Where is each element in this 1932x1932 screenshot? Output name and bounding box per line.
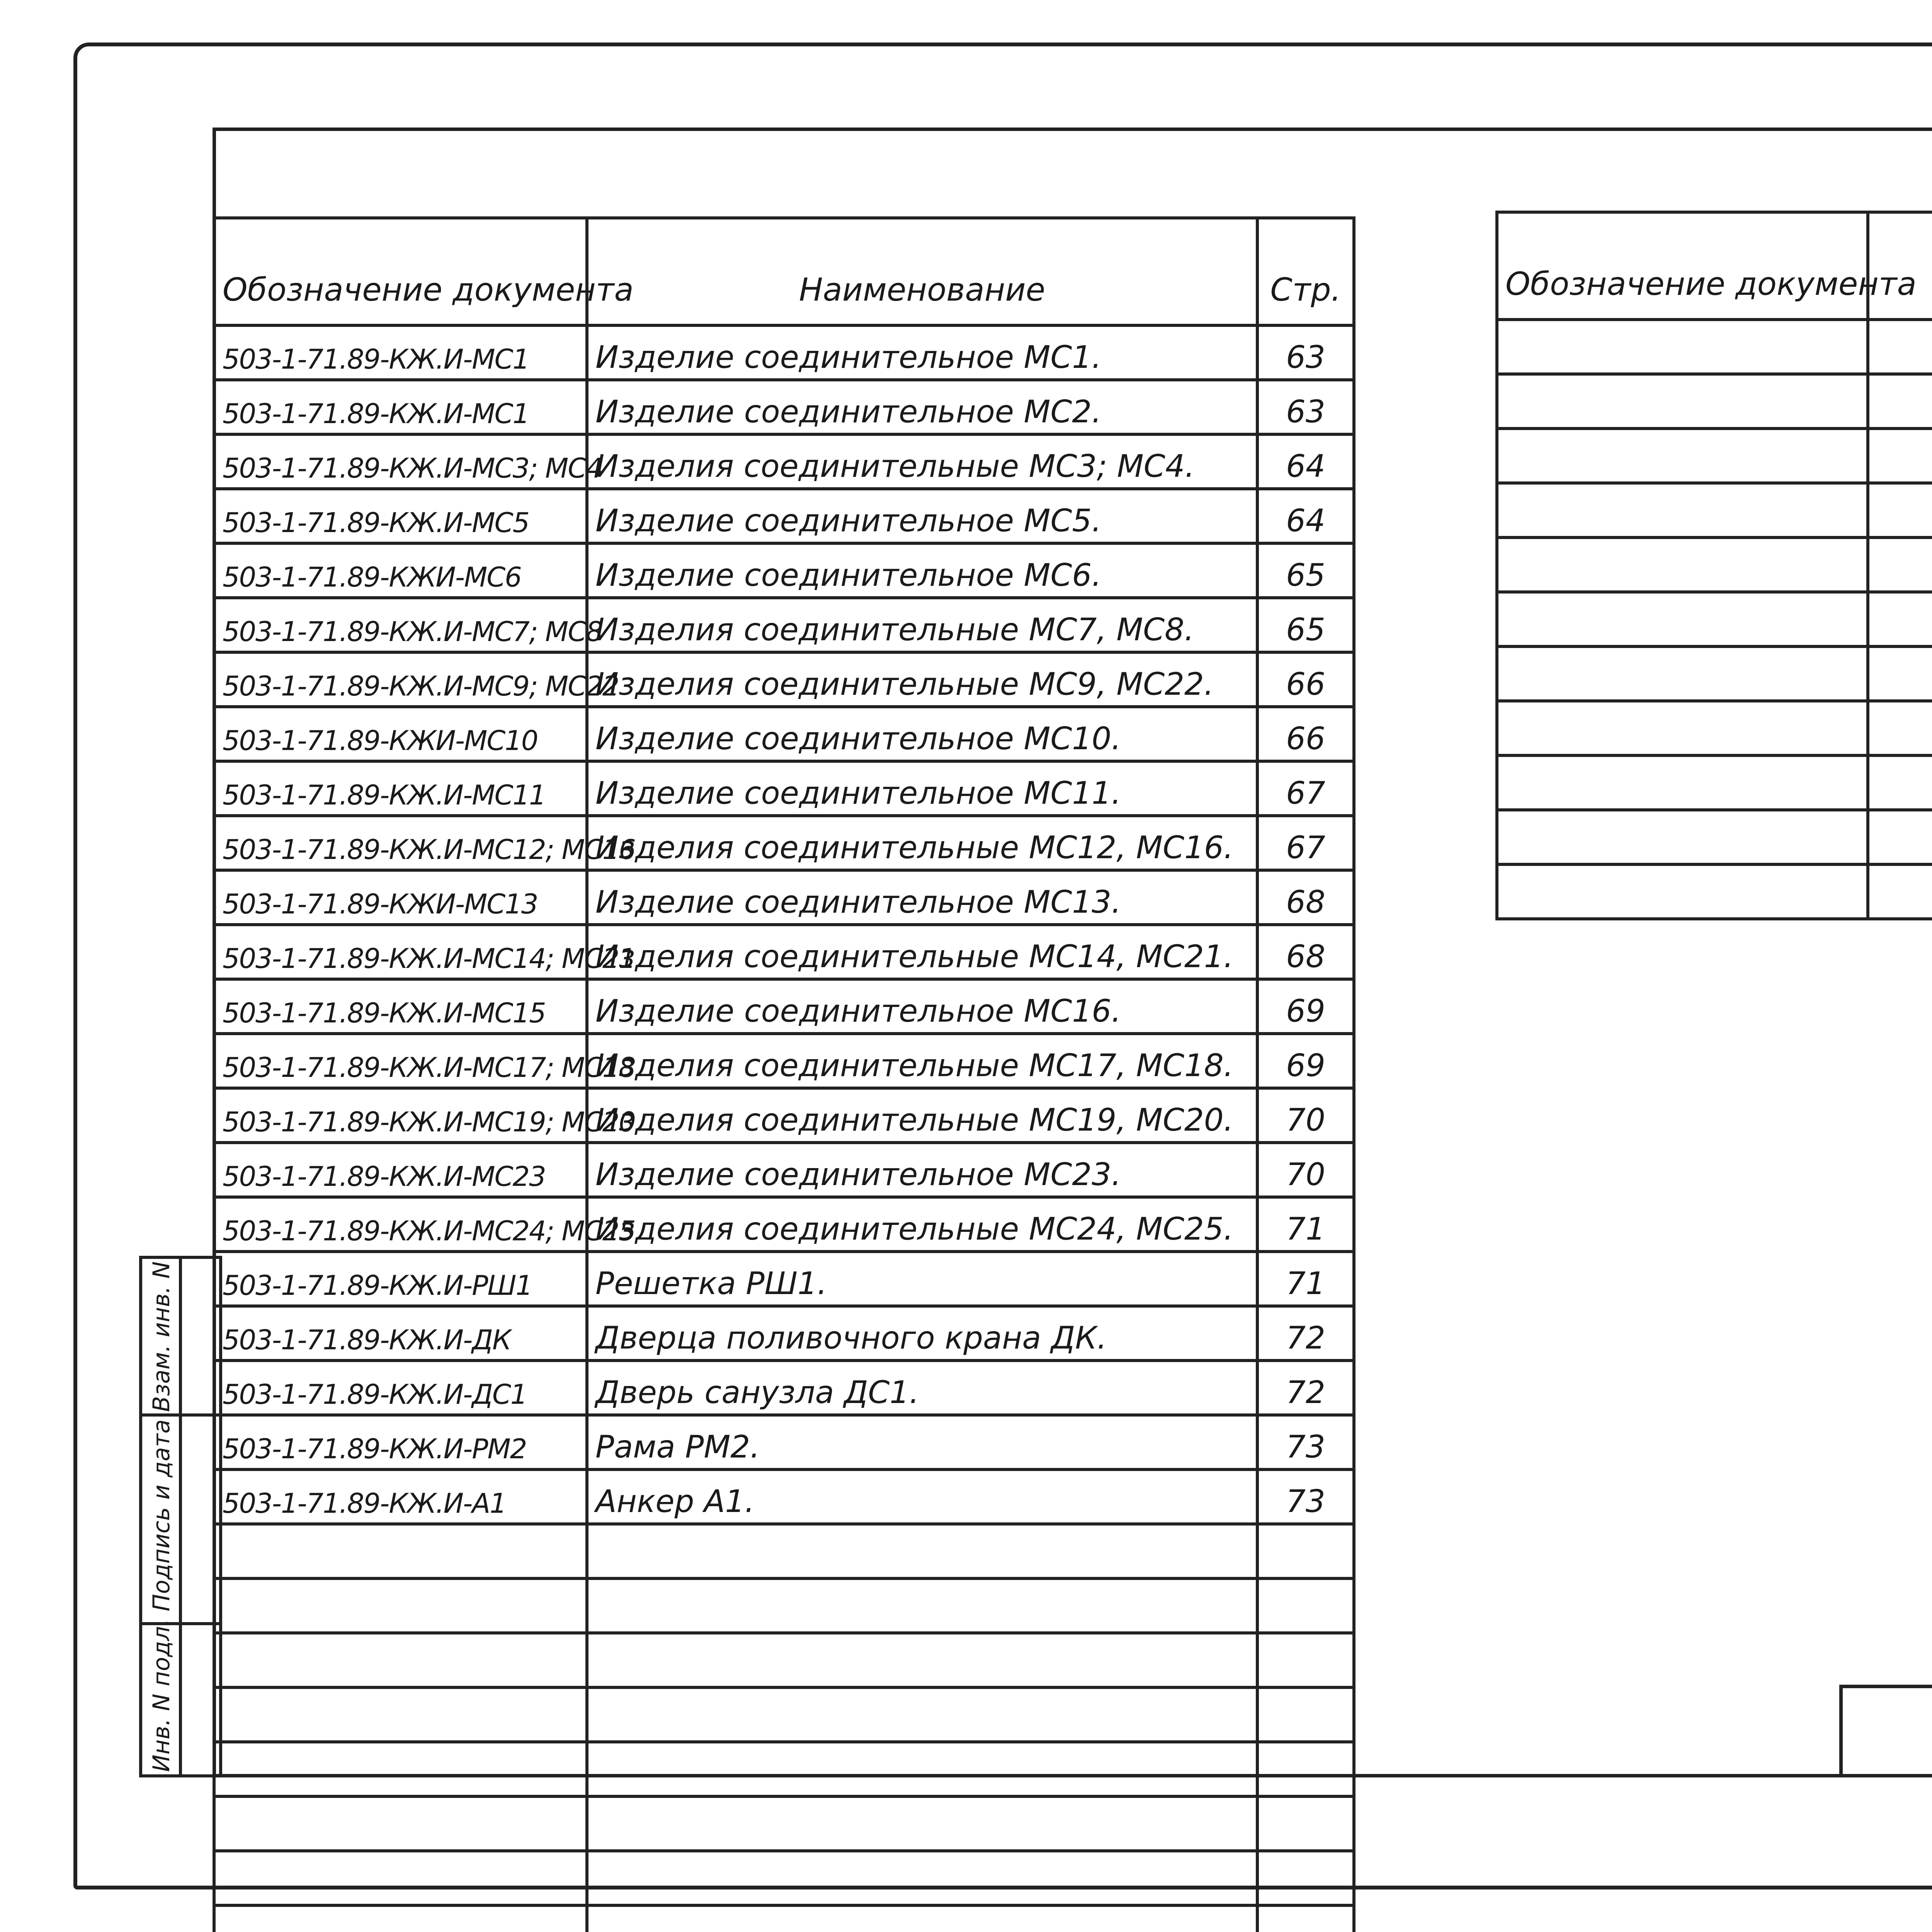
row-name: Изделие соединительное МС1.	[587, 325, 1257, 380]
table-row	[214, 1306, 1354, 1361]
empty-cell	[587, 1578, 1257, 1633]
empty-cell	[587, 1851, 1257, 1905]
table-row	[214, 543, 1354, 598]
row-designation: 503-1-71.89-КЖ.И-А1	[214, 1469, 587, 1524]
row-page: 64	[1257, 489, 1354, 543]
empty-row	[1497, 483, 1932, 537]
empty-row	[1497, 592, 1932, 646]
table-row	[214, 380, 1354, 434]
empty-cell	[1257, 1851, 1354, 1905]
empty-cell	[214, 1742, 587, 1796]
empty-row	[1497, 320, 1932, 374]
empty-cell	[214, 1524, 587, 1578]
row-page: 63	[1257, 325, 1354, 380]
empty-row	[1497, 374, 1932, 429]
row-page: 72	[1257, 1361, 1354, 1415]
row-name: Изделие соединительное МС11.	[587, 761, 1257, 816]
row-page: 69	[1257, 1034, 1354, 1088]
empty-row	[1497, 864, 1932, 919]
empty-row	[214, 1742, 1354, 1796]
row-designation: 503-1-71.89-КЖ.И-РМ2	[214, 1415, 587, 1469]
row-name: Изделие соединительное МС23.	[587, 1143, 1257, 1197]
table-row	[214, 707, 1354, 761]
empty-cell	[214, 1851, 587, 1905]
row-designation: 503-1-71.89-КЖ.И-МС3; МС4	[214, 434, 587, 489]
row-name: Изделия соединительные МС3; МС4.	[587, 434, 1257, 489]
header-page: Стр.	[1257, 218, 1354, 325]
row-name: Изделия соединительные МС12, МС16.	[587, 816, 1257, 870]
title-block	[1839, 1685, 1932, 1777]
empty-cell	[1257, 1578, 1354, 1633]
header-designation: Обозначение документа	[1497, 212, 1868, 320]
row-designation: 503-1-71.89-КЖ.И-МС9; МС22	[214, 652, 587, 707]
empty-row	[214, 1578, 1354, 1633]
row-designation: 503-1-71.89-КЖ.И-МС12; МС16	[214, 816, 587, 870]
empty-row	[1497, 755, 1932, 810]
row-name: Изделие соединительное МС10.	[587, 707, 1257, 761]
row-page: 63	[1257, 380, 1354, 434]
empty-cell	[1868, 701, 1932, 755]
table-row	[214, 652, 1354, 707]
row-page: 68	[1257, 870, 1354, 925]
empty-cell	[1257, 1687, 1354, 1742]
row-name: Изделия соединительные МС7, МС8.	[587, 598, 1257, 652]
row-page: 67	[1257, 816, 1354, 870]
row-page: 71	[1257, 1252, 1354, 1306]
row-page: 67	[1257, 761, 1354, 816]
empty-cell	[587, 1742, 1257, 1796]
row-page: 65	[1257, 598, 1354, 652]
row-page: 70	[1257, 1088, 1354, 1143]
table-row	[214, 1252, 1354, 1306]
empty-row	[214, 1796, 1354, 1851]
empty-cell	[1257, 1796, 1354, 1851]
row-designation: 503-1-71.89-КЖИ-МС13	[214, 870, 587, 925]
row-page: 73	[1257, 1469, 1354, 1524]
empty-cell	[1868, 537, 1932, 592]
empty-cell	[1868, 483, 1932, 537]
table-row	[214, 1197, 1354, 1252]
empty-cell	[1497, 483, 1868, 537]
sidebar-label: Инв. N подл. Подпись и дата Взам. инв. N	[148, 1261, 175, 1772]
row-designation: 503-1-71.89-КЖ.И-МС15	[214, 979, 587, 1034]
empty-cell	[1497, 864, 1868, 919]
table-row	[214, 1415, 1354, 1469]
row-name: Изделия соединительные МС19, МС20.	[587, 1088, 1257, 1143]
table-row	[214, 325, 1354, 380]
empty-cell	[1257, 1742, 1354, 1796]
table-row	[214, 1469, 1354, 1524]
empty-cell	[214, 1905, 587, 1932]
row-name: Изделие соединительное МС16.	[587, 979, 1257, 1034]
row-page: 64	[1257, 434, 1354, 489]
row-designation: 503-1-71.89-КЖ.И-ДС1	[214, 1361, 587, 1415]
row-designation: 503-1-71.89-КЖ.И-МС5	[214, 489, 587, 543]
empty-cell	[1257, 1524, 1354, 1578]
row-designation: 503-1-71.89-КЖ.И-МС14; МС21	[214, 925, 587, 979]
row-page: 66	[1257, 707, 1354, 761]
table-row	[214, 761, 1354, 816]
empty-cell	[1868, 646, 1932, 701]
empty-cell	[1497, 592, 1868, 646]
empty-cell	[1868, 755, 1932, 810]
table-header-row	[1497, 212, 1932, 320]
row-designation: 503-1-71.89-КЖ.И-РШ1	[214, 1252, 587, 1306]
empty-row	[214, 1633, 1354, 1687]
table-row	[214, 1361, 1354, 1415]
row-designation: 503-1-71.89-КЖ.И-МС7; МС8	[214, 598, 587, 652]
empty-cell	[1497, 810, 1868, 864]
sidebar-column-line	[179, 1259, 182, 1774]
empty-row	[1497, 810, 1932, 864]
row-name: Дверца поливочного крана ДК.	[587, 1306, 1257, 1361]
table-row	[214, 598, 1354, 652]
row-designation: 503-1-71.89-КЖ.И-МС19; МС20	[214, 1088, 587, 1143]
row-name: Решетка РШ1.	[587, 1252, 1257, 1306]
header-designation: Обозначение документа	[214, 218, 587, 325]
table-row	[214, 434, 1354, 489]
empty-cell	[1868, 592, 1932, 646]
empty-cell	[214, 1796, 587, 1851]
header-name: Наименование	[587, 218, 1257, 325]
row-name: Рама РМ2.	[587, 1415, 1257, 1469]
approval-sidebar	[139, 1256, 222, 1777]
empty-cell	[1257, 1633, 1354, 1687]
row-name: Изделия соединительные МС24, МС25.	[587, 1197, 1257, 1252]
row-designation: 503-1-71.89-КЖИ-МС6	[214, 543, 587, 598]
empty-cell	[1497, 646, 1868, 701]
table-row	[214, 1143, 1354, 1197]
empty-cell	[587, 1905, 1257, 1932]
row-page: 65	[1257, 543, 1354, 598]
table-row	[214, 925, 1354, 979]
table-row	[214, 816, 1354, 870]
row-designation: 503-1-71.89-КЖ.И-МС17; МС18	[214, 1034, 587, 1088]
row-designation: 503-1-71.89-КЖ.И-ДК	[214, 1306, 587, 1361]
row-page: 70	[1257, 1143, 1354, 1197]
empty-cell	[1868, 429, 1932, 483]
row-designation: 503-1-71.89-КЖ.И-МС23	[214, 1143, 587, 1197]
row-name: Изделие соединительное МС5.	[587, 489, 1257, 543]
empty-cell	[214, 1687, 587, 1742]
table-row	[214, 1088, 1354, 1143]
empty-cell	[1497, 374, 1868, 429]
right-register-table	[1495, 211, 1932, 920]
row-page: 72	[1257, 1306, 1354, 1361]
row-designation: 503-1-71.89-КЖ.И-МС1	[214, 325, 587, 380]
table-row	[214, 979, 1354, 1034]
empty-row	[214, 1687, 1354, 1742]
row-designation: 503-1-71.89-КЖ.И-МС11	[214, 761, 587, 816]
empty-cell	[1868, 320, 1932, 374]
row-name: Изделие соединительное МС6.	[587, 543, 1257, 598]
table-row	[214, 870, 1354, 925]
empty-row	[1497, 701, 1932, 755]
empty-cell	[1497, 755, 1868, 810]
empty-row	[1497, 646, 1932, 701]
empty-cell	[587, 1633, 1257, 1687]
empty-cell	[214, 1578, 587, 1633]
row-page: 73	[1257, 1415, 1354, 1469]
empty-row	[214, 1851, 1354, 1905]
empty-cell	[587, 1796, 1257, 1851]
table-row	[214, 489, 1354, 543]
row-designation: 503-1-71.89-КЖ.И-МС1	[214, 380, 587, 434]
empty-cell	[587, 1524, 1257, 1578]
empty-cell	[1497, 537, 1868, 592]
row-page: 69	[1257, 979, 1354, 1034]
empty-cell	[1868, 864, 1932, 919]
row-name: Дверь санузла ДС1.	[587, 1361, 1257, 1415]
row-name: Изделия соединительные МС9, МС22.	[587, 652, 1257, 707]
row-name: Изделия соединительные МС17, МС18.	[587, 1034, 1257, 1088]
row-name: Изделия соединительные МС14, МС21.	[587, 925, 1257, 979]
empty-row	[1497, 537, 1932, 592]
row-page: 66	[1257, 652, 1354, 707]
row-name: Изделие соединительное МС2.	[587, 380, 1257, 434]
empty-cell	[1868, 374, 1932, 429]
table-header-row	[214, 218, 1354, 325]
empty-cell	[1497, 320, 1868, 374]
empty-cell	[1868, 810, 1932, 864]
document-code	[1843, 1688, 1932, 1777]
empty-cell	[1257, 1905, 1354, 1932]
row-name: Анкер А1.	[587, 1469, 1257, 1524]
empty-cell	[1497, 429, 1868, 483]
row-designation: 503-1-71.89-КЖИ-МС10	[214, 707, 587, 761]
empty-cell	[587, 1687, 1257, 1742]
left-register-table	[213, 216, 1355, 1932]
row-designation: 503-1-71.89-КЖ.И-МС24; МС25	[214, 1197, 587, 1252]
empty-row	[214, 1905, 1354, 1932]
empty-row	[1497, 429, 1932, 483]
empty-cell	[214, 1633, 587, 1687]
row-page: 71	[1257, 1197, 1354, 1252]
empty-row	[214, 1524, 1354, 1578]
empty-cell	[1497, 701, 1868, 755]
table-row	[214, 1034, 1354, 1088]
row-page: 68	[1257, 925, 1354, 979]
row-name: Изделие соединительное МС13.	[587, 870, 1257, 925]
